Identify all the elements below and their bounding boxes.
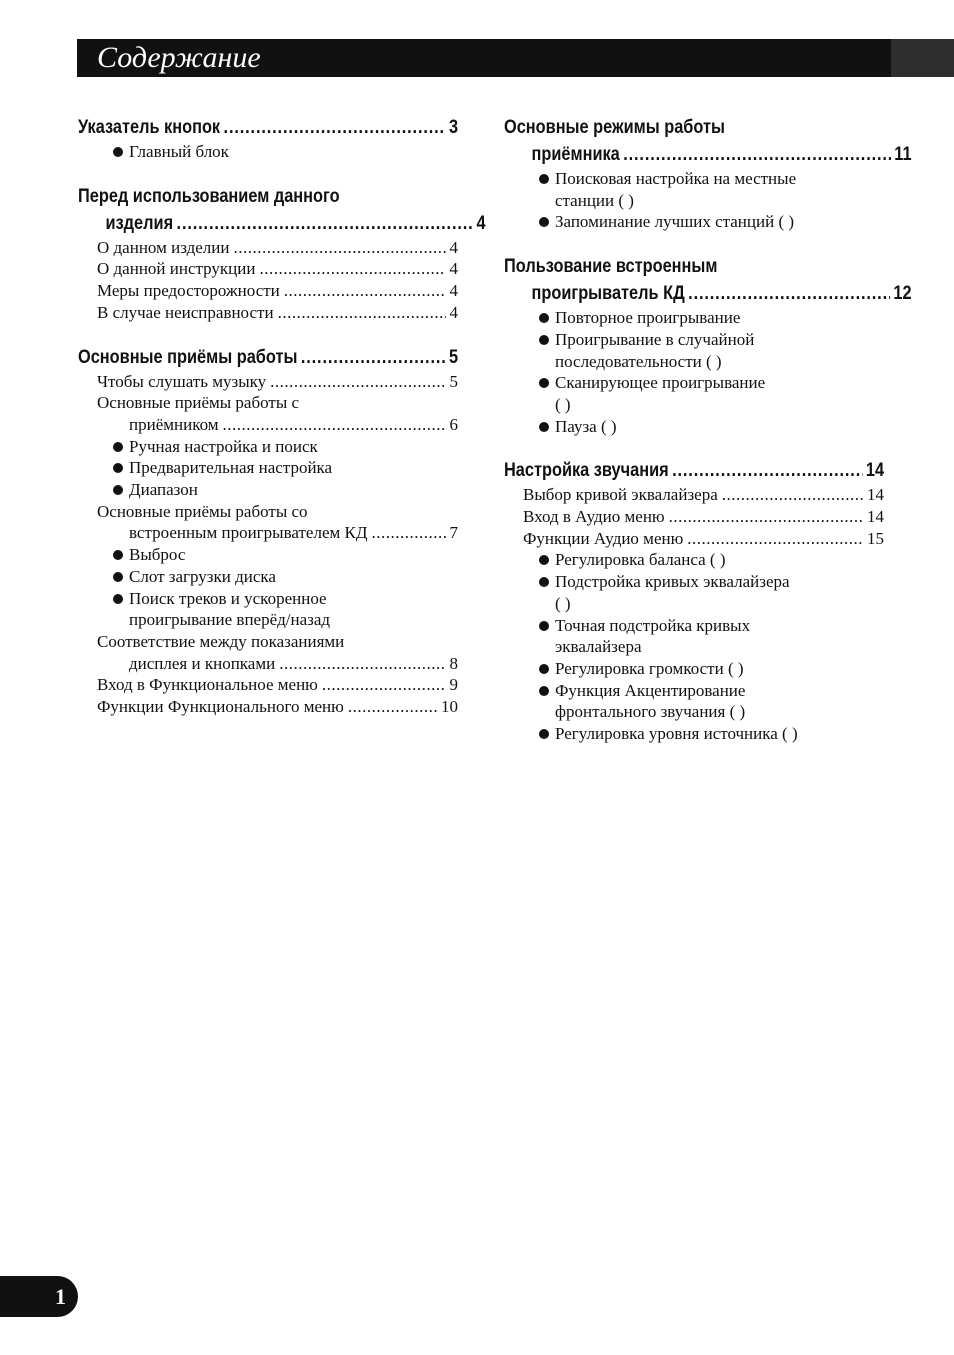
section-heading-text: приёмника: [531, 144, 620, 165]
bullet-text: Главный блок: [129, 142, 229, 161]
toc-bullet-item: [504, 615, 884, 658]
section-heading-text: Указатель кнопок: [78, 117, 221, 138]
bullet-text: ( ): [555, 593, 571, 613]
page-ref: 4: [449, 237, 458, 257]
toc-entry[interactable]: [78, 371, 458, 393]
toc-bullet-item: [504, 372, 884, 415]
section-heading[interactable]: [504, 141, 912, 168]
toc-entry-text: О данном изделии: [97, 237, 230, 257]
toc-entry[interactable]: [78, 237, 458, 259]
toc-column-left: [78, 114, 486, 738]
section-heading[interactable]: [78, 210, 486, 237]
leader-dots: [687, 528, 863, 550]
toc-section: [78, 183, 486, 324]
toc-entry-text: В случае неисправности: [97, 302, 274, 322]
bullet-text: ( ): [555, 394, 571, 414]
bullet-text: эквалайзера: [555, 637, 642, 657]
leader-dots: [672, 457, 862, 484]
toc-entry-text: Вход в Функциональное меню: [97, 675, 318, 695]
leader-dots: [224, 114, 446, 141]
bullet-text: Сканирующее проигрывание: [555, 373, 766, 393]
toc-entry-text: Основные приёмы работы с: [97, 393, 300, 413]
toc-bullet-item: [504, 416, 884, 438]
toc-entry-text: Выбор кривой эквалайзера: [523, 485, 718, 505]
toc-entry[interactable]: [504, 528, 884, 550]
leader-dots: [259, 258, 445, 280]
bullet-text: Точная подстройка кривых: [555, 615, 751, 635]
page-ref: 11: [894, 144, 912, 165]
toc-bullet-item: [504, 571, 884, 614]
toc-bullet-item: [78, 566, 458, 588]
toc-section: [504, 114, 912, 233]
section-heading-text: Основные режимы работы: [504, 117, 725, 138]
section-heading-text: Перед использованием данного: [78, 185, 340, 207]
bullet-text: Регулировка баланса ( ): [555, 550, 726, 570]
toc-entry[interactable]: [504, 484, 884, 506]
page-ref: 5: [448, 346, 459, 368]
bullet-text: проигрывание вперёд/назад: [129, 610, 331, 630]
page-ref: 4: [476, 212, 486, 234]
leader-dots: [279, 653, 445, 675]
toc-bullet-item: [78, 479, 458, 501]
bullet-text: Предварительная настройка: [129, 458, 333, 478]
leader-dots: [669, 506, 863, 528]
header-tab: [891, 39, 954, 77]
page-ref: 5: [449, 371, 458, 391]
toc-entry-text: дисплея и кнопками: [129, 653, 276, 673]
toc-bullet-item: [78, 141, 458, 163]
toc-entry-text: Соответствие между показаниями: [97, 631, 345, 651]
page-ref: 15: [867, 528, 884, 548]
section-heading-text: изделия: [105, 212, 174, 234]
toc-bullet-item: [504, 658, 884, 680]
header-bar: [77, 39, 954, 77]
page-ref: 9: [449, 675, 458, 695]
page-title: Содержание: [97, 41, 261, 74]
section-heading[interactable]: [78, 114, 458, 141]
bullet-text: Запоминание лучших станций ( ): [555, 212, 795, 232]
section-heading-text: Пользование встроенным: [504, 256, 718, 278]
section-heading[interactable]: [504, 457, 884, 484]
toc-bullet-item: [504, 168, 884, 211]
toc-section: [504, 457, 884, 744]
toc-entry-text: Чтобы слушать музыку: [97, 371, 267, 391]
toc-entry[interactable]: [78, 674, 458, 696]
bullet-text: Подстройка кривых эквалайзера: [555, 572, 790, 592]
toc-bullet-item: [504, 329, 884, 372]
section-heading-text: проигрыватель КД: [531, 283, 685, 305]
toc-section: [78, 114, 458, 163]
toc-bullet-item: [504, 680, 884, 723]
section-heading[interactable]: [78, 344, 458, 371]
bullet-text: Регулировка громкости ( ): [555, 658, 744, 678]
leader-dots: [233, 237, 445, 259]
bullet-text: Слот загрузки диска: [129, 566, 276, 586]
toc-entry[interactable]: [78, 302, 458, 324]
page-ref: 4: [449, 281, 458, 301]
toc-entry[interactable]: [78, 501, 458, 523]
page-ref: 7: [449, 523, 458, 543]
section-heading[interactable]: [78, 183, 458, 210]
page-number: 1: [55, 1284, 66, 1309]
toc-entry-text: Функции Аудио меню: [523, 528, 684, 548]
leader-dots: [688, 280, 890, 307]
bullet-text: Регулировка уровня источника ( ): [555, 724, 798, 744]
toc-bullet-item: [504, 723, 884, 745]
bullet-text: Поисковая настройка на местные: [555, 169, 797, 188]
leader-dots: [348, 696, 437, 718]
toc-entry-text: Основные приёмы работы со: [97, 501, 308, 521]
page-ref: 4: [449, 302, 458, 322]
toc-section: [78, 344, 458, 718]
leader-dots: [278, 302, 446, 324]
toc-bullet-item: [78, 588, 458, 631]
toc-section: [504, 253, 912, 437]
bullet-text: Поиск треков и ускоренное: [129, 588, 327, 608]
leader-dots: [722, 484, 863, 506]
leader-dots: [223, 414, 446, 436]
page-ref: 10: [441, 697, 458, 717]
leader-dots: [623, 141, 891, 168]
toc-entry[interactable]: [78, 696, 458, 718]
toc-entry-text: О данной инструкции: [97, 259, 256, 279]
leader-dots: [371, 522, 445, 544]
page-ref: 14: [867, 507, 884, 527]
toc-entry[interactable]: [78, 653, 458, 675]
toc-bullet-item: [504, 307, 884, 329]
page-ref: 14: [867, 485, 884, 505]
bullet-text: Функция Акцентирование: [555, 680, 746, 700]
toc-entry[interactable]: [78, 392, 458, 414]
toc-entry[interactable]: [504, 506, 884, 528]
toc-bullet-item: [504, 211, 884, 233]
page-ref: 8: [449, 653, 458, 673]
bullet-text: фронтального звучания ( ): [555, 702, 746, 722]
page-number-badge: [0, 1276, 78, 1317]
leader-dots: [301, 344, 446, 371]
leader-dots: [284, 280, 446, 302]
leader-dots: [177, 210, 473, 237]
page-ref: 4: [449, 259, 458, 279]
toc-entry-text: Вход в Аудио меню: [523, 507, 665, 527]
section-heading[interactable]: [504, 280, 912, 307]
toc-entry-text: встроенным проигрывателем КД: [129, 523, 368, 543]
toc-column-right: [504, 114, 912, 765]
toc-entry[interactable]: [78, 631, 458, 653]
bullet-text: Ручная настройка и поиск: [129, 436, 318, 456]
leader-dots: [322, 674, 446, 696]
toc-entry-text: Меры предосторожности: [97, 281, 280, 301]
page-ref: 6: [449, 414, 458, 434]
section-heading[interactable]: [504, 253, 884, 280]
bullet-text: Проигрывание в случайной: [555, 329, 755, 349]
toc-bullet-item: [504, 549, 884, 571]
toc-entry[interactable]: [78, 522, 458, 544]
bullet-text: станции ( ): [555, 190, 634, 210]
toc-bullet-item: [78, 544, 458, 566]
section-heading-text: Настройка звучания: [504, 460, 669, 482]
leader-dots: [270, 371, 445, 393]
bullet-text: Выброс: [129, 545, 186, 565]
toc-entry-text: Функции Функционального меню: [97, 697, 344, 717]
toc-entry[interactable]: [78, 280, 458, 302]
page-ref: 3: [448, 117, 459, 138]
toc-entry-text: приёмником: [129, 414, 219, 434]
toc-entry[interactable]: [78, 414, 458, 436]
page-ref: 14: [865, 460, 885, 482]
section-heading[interactable]: [504, 114, 884, 141]
section-heading-text: Основные приёмы работы: [78, 346, 298, 368]
bullet-text: Диапазон: [129, 480, 198, 500]
bullet-text: Повторное проигрывание: [555, 308, 741, 328]
toc-bullet-item: [78, 457, 458, 479]
toc-entry[interactable]: [78, 258, 458, 280]
bullet-text: Пауза ( ): [555, 416, 617, 436]
page-ref: 12: [893, 283, 912, 305]
bullet-text: последовательности ( ): [555, 351, 722, 371]
toc-bullet-item: [78, 436, 458, 458]
